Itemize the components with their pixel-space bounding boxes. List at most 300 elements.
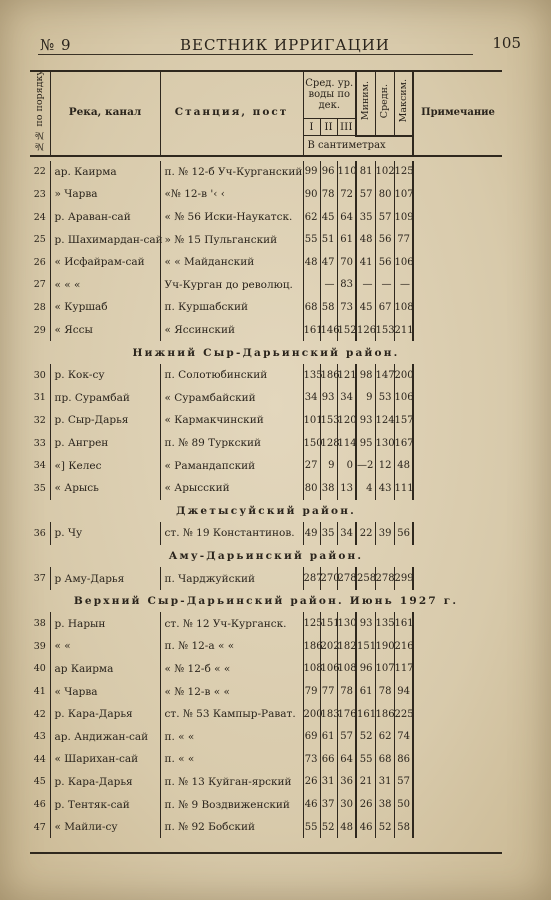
- table-row: [30, 567, 502, 590]
- decade-1-level: 27: [303, 454, 320, 477]
- max-level: 117: [394, 658, 413, 681]
- row-number: 43: [33, 731, 46, 743]
- table-row: [30, 635, 502, 658]
- river-name: « Арысь: [50, 477, 160, 500]
- row-number: 39: [33, 640, 46, 652]
- decade-2-level: 77: [320, 680, 337, 703]
- mid-level: 102: [375, 161, 394, 184]
- river-name: р. Араван-сай: [50, 206, 160, 229]
- mid-level: 147: [375, 364, 394, 387]
- table-row: [30, 251, 502, 274]
- mid-level: 190: [375, 635, 394, 658]
- decade-3-level: 278: [337, 567, 356, 590]
- station-name: « Сурамбайский: [160, 387, 303, 410]
- min-level: 55: [356, 748, 375, 771]
- river-name: р. Тентяк-сай: [50, 793, 160, 816]
- river-name: пр. Сурамбай: [50, 387, 160, 410]
- river-name: «] Келес: [50, 454, 160, 477]
- station-name: « Кармакчинский: [160, 409, 303, 432]
- note-cell: [413, 635, 502, 658]
- decade-1-level: 55: [303, 228, 320, 251]
- row-number: 41: [33, 686, 46, 698]
- decade-2-level: 37: [320, 793, 337, 816]
- row-number: 46: [33, 799, 46, 811]
- max-level: 225: [394, 703, 413, 726]
- table-row: [30, 658, 502, 681]
- decade-2-level: 151: [320, 612, 337, 635]
- note-cell: [413, 319, 502, 342]
- decade-1-level: 150: [303, 432, 320, 455]
- river-name: « «: [50, 635, 160, 658]
- min-level: 4: [356, 477, 375, 500]
- decade-1-level: 200: [303, 703, 320, 726]
- col-header-note: Примечание: [413, 70, 502, 156]
- note-cell: [413, 432, 502, 455]
- mid-level: 67: [375, 296, 394, 319]
- section-heading: Нижний Сыр-Дарьинский район.: [132, 346, 400, 359]
- note-cell: [413, 567, 502, 590]
- min-level: 57: [356, 183, 375, 206]
- min-level: 22: [356, 522, 375, 545]
- table-row: [30, 206, 502, 229]
- mid-level: 130: [375, 432, 394, 455]
- decade-3-level: 130: [337, 612, 356, 635]
- decade-3-level: 110: [337, 161, 356, 184]
- decade-3-level: 72: [337, 183, 356, 206]
- table-row: [30, 296, 502, 319]
- max-level: 111: [394, 477, 413, 500]
- mid-level: 38: [375, 793, 394, 816]
- station-name: п. Солотюбинский: [160, 364, 303, 387]
- decade-3-level: 0: [337, 454, 356, 477]
- decade-1-level: 79: [303, 680, 320, 703]
- river-name: р. Сыр-Дарья: [50, 409, 160, 432]
- max-level: —: [394, 274, 413, 297]
- mid-level: 107: [375, 658, 394, 681]
- decade-3-level: 64: [337, 748, 356, 771]
- decade-1-level: 69: [303, 725, 320, 748]
- row-number: 44: [33, 753, 46, 765]
- min-level: 61: [356, 680, 375, 703]
- row-number: 30: [33, 369, 46, 381]
- table-row: [30, 274, 502, 297]
- decade-2-level: 270: [320, 567, 337, 590]
- col-header-min: Миним.: [356, 70, 375, 136]
- max-level: 157: [394, 409, 413, 432]
- col-header-avg-level: Сред. ур. воды по дек.: [303, 70, 356, 119]
- table-row: [30, 183, 502, 206]
- decade-3-level: 70: [337, 251, 356, 274]
- table-row: [30, 477, 502, 500]
- decade-1-level: 101: [303, 409, 320, 432]
- decade-1-level: 26: [303, 771, 320, 794]
- row-number: 29: [33, 324, 46, 336]
- header-rule: [38, 54, 473, 55]
- min-level: —: [356, 274, 375, 297]
- mid-level: 153: [375, 319, 394, 342]
- max-level: 125: [394, 161, 413, 184]
- decade-2-level: 93: [320, 387, 337, 410]
- row-number: 37: [33, 573, 46, 585]
- row-number: 32: [33, 414, 46, 426]
- note-cell: [413, 161, 502, 184]
- station-name: «№ 12-в '‹ ‹: [160, 183, 303, 206]
- min-level: 9: [356, 387, 375, 410]
- mid-level: 80: [375, 183, 394, 206]
- row-number: 35: [33, 482, 46, 494]
- station-name: ст. № 19 Константинов.: [160, 522, 303, 545]
- decade-3-level: 83: [337, 274, 356, 297]
- river-name: « Исфайрам-сай: [50, 251, 160, 274]
- row-number: 24: [33, 211, 46, 223]
- decade-2-level: 183: [320, 703, 337, 726]
- note-cell: [413, 274, 502, 297]
- mid-level: 57: [375, 206, 394, 229]
- note-cell: [413, 522, 502, 545]
- min-level: 35: [356, 206, 375, 229]
- row-number: 33: [33, 437, 46, 449]
- max-level: 86: [394, 748, 413, 771]
- min-level: 93: [356, 409, 375, 432]
- decade-2-level: 78: [320, 183, 337, 206]
- note-cell: [413, 703, 502, 726]
- mid-level: 52: [375, 816, 394, 839]
- col-header-station: Станция, пост: [160, 70, 303, 156]
- decade-3-level: 61: [337, 228, 356, 251]
- river-name: р. Кара-Дарья: [50, 703, 160, 726]
- decade-2-level: 35: [320, 522, 337, 545]
- table-row: [30, 816, 502, 839]
- max-level: 109: [394, 206, 413, 229]
- table-row: [30, 454, 502, 477]
- station-name: « Рамандапский: [160, 454, 303, 477]
- min-level: 95: [356, 432, 375, 455]
- row-number: 47: [33, 821, 46, 833]
- station-name: ст. № 12 Уч-Курганск.: [160, 612, 303, 635]
- row-number: 42: [33, 708, 46, 720]
- station-name: « № 12-б « «: [160, 658, 303, 681]
- table-row: [30, 228, 502, 251]
- decade-1-level: 49: [303, 522, 320, 545]
- col-header-units: В сантиметрах: [303, 136, 413, 156]
- decade-1-level: 287: [303, 567, 320, 590]
- decade-2-level: 61: [320, 725, 337, 748]
- issue-number: № 9: [40, 36, 72, 54]
- table-row: [30, 703, 502, 726]
- table-row: [30, 319, 502, 342]
- col-header-decade-2: II: [320, 119, 337, 136]
- section-heading: Аму-Дарьинский район.: [168, 549, 364, 562]
- table-row: [30, 725, 502, 748]
- decade-3-level: 34: [337, 387, 356, 410]
- note-cell: [413, 296, 502, 319]
- decade-3-level: 108: [337, 658, 356, 681]
- journal-title: ВЕСТНИК ИРРИГАЦИИ: [180, 36, 390, 54]
- table-row: [30, 771, 502, 794]
- col-header-mid: Средн.: [375, 70, 394, 136]
- min-level: 46: [356, 816, 375, 839]
- station-name: п. № 13 Куйган-ярский: [160, 771, 303, 794]
- row-number: 31: [33, 392, 46, 404]
- decade-2-level: 186: [320, 364, 337, 387]
- min-level: 93: [356, 612, 375, 635]
- mid-level: 53: [375, 387, 394, 410]
- note-cell: [413, 183, 502, 206]
- max-level: 48: [394, 454, 413, 477]
- min-level: 41: [356, 251, 375, 274]
- mid-level: 43: [375, 477, 394, 500]
- decade-1-level: 135: [303, 364, 320, 387]
- max-level: 58: [394, 816, 413, 839]
- note-cell: [413, 816, 502, 839]
- min-level: —2: [356, 454, 375, 477]
- note-cell: [413, 612, 502, 635]
- section-heading: Верхний Сыр-Дарьинский район. Июнь 1927 г.: [73, 595, 459, 608]
- row-number: 40: [33, 663, 46, 675]
- decade-2-level: 51: [320, 228, 337, 251]
- max-level: 57: [394, 771, 413, 794]
- min-level: 48: [356, 228, 375, 251]
- station-name: « Арысский: [160, 477, 303, 500]
- river-name: р. Кок-су: [50, 364, 160, 387]
- station-name: п. « «: [160, 748, 303, 771]
- mid-level: 78: [375, 680, 394, 703]
- river-name: « Чарва: [50, 680, 160, 703]
- decade-3-level: 121: [337, 364, 356, 387]
- col-header-decade-1: I: [303, 119, 320, 136]
- max-level: 74: [394, 725, 413, 748]
- max-level: 107: [394, 183, 413, 206]
- mid-level: 56: [375, 251, 394, 274]
- mid-level: 124: [375, 409, 394, 432]
- decade-2-level: 45: [320, 206, 337, 229]
- decade-2-level: 9: [320, 454, 337, 477]
- river-name: р. Ангрен: [50, 432, 160, 455]
- decade-1-level: 46: [303, 793, 320, 816]
- max-level: 108: [394, 296, 413, 319]
- decade-3-level: 176: [337, 703, 356, 726]
- mid-level: 135: [375, 612, 394, 635]
- mid-level: 39: [375, 522, 394, 545]
- decade-1-level: 34: [303, 387, 320, 410]
- decade-2-level: —: [320, 274, 337, 297]
- note-cell: [413, 771, 502, 794]
- table-row: [30, 748, 502, 771]
- station-name: п. « «: [160, 725, 303, 748]
- table-row: [30, 161, 502, 184]
- row-number: 38: [33, 618, 46, 630]
- decade-2-level: 47: [320, 251, 337, 274]
- row-number: 25: [33, 234, 46, 246]
- decade-3-level: 48: [337, 816, 356, 839]
- mid-level: 278: [375, 567, 394, 590]
- station-name: п. № 12-а « «: [160, 635, 303, 658]
- note-cell: [413, 251, 502, 274]
- river-name: р. Кара-Дарья: [50, 771, 160, 794]
- min-level: 161: [356, 703, 375, 726]
- decade-2-level: 66: [320, 748, 337, 771]
- decade-2-level: 106: [320, 658, 337, 681]
- max-level: 216: [394, 635, 413, 658]
- section-row: [30, 545, 502, 568]
- max-level: 50: [394, 793, 413, 816]
- note-cell: [413, 409, 502, 432]
- note-cell: [413, 454, 502, 477]
- row-number: 26: [33, 256, 46, 268]
- station-name: п. № 9 Воздвиженский: [160, 793, 303, 816]
- decade-2-level: 153: [320, 409, 337, 432]
- river-name: р. Шахимардан-сай: [50, 228, 160, 251]
- decade-1-level: 73: [303, 748, 320, 771]
- station-name: п. № 89 Туркский: [160, 432, 303, 455]
- decade-3-level: 78: [337, 680, 356, 703]
- min-level: 96: [356, 658, 375, 681]
- table-row: [30, 387, 502, 410]
- river-name: « Куршаб: [50, 296, 160, 319]
- note-cell: [413, 725, 502, 748]
- river-name: ар. Каирма: [50, 161, 160, 184]
- mid-level: 12: [375, 454, 394, 477]
- decade-3-level: 34: [337, 522, 356, 545]
- min-level: 52: [356, 725, 375, 748]
- decade-1-level: [303, 274, 320, 297]
- max-level: 211: [394, 319, 413, 342]
- note-cell: [413, 387, 502, 410]
- min-level: 126: [356, 319, 375, 342]
- decade-1-level: 48: [303, 251, 320, 274]
- col-header-decade-3: III: [337, 119, 356, 136]
- mid-level: 56: [375, 228, 394, 251]
- note-cell: [413, 658, 502, 681]
- decade-2-level: 31: [320, 771, 337, 794]
- decade-3-level: 114: [337, 432, 356, 455]
- table-row: [30, 612, 502, 635]
- min-level: 45: [356, 296, 375, 319]
- station-name: « № 12-в « «: [160, 680, 303, 703]
- row-number: 27: [33, 279, 46, 291]
- station-name: » № 15 Пульганский: [160, 228, 303, 251]
- decade-1-level: 108: [303, 658, 320, 681]
- decade-2-level: 38: [320, 477, 337, 500]
- decade-2-level: 96: [320, 161, 337, 184]
- decade-2-level: 128: [320, 432, 337, 455]
- note-cell: [413, 680, 502, 703]
- col-header-max: Максим.: [394, 70, 413, 136]
- row-number: 28: [33, 301, 46, 313]
- max-level: 106: [394, 387, 413, 410]
- river-name: « « «: [50, 274, 160, 297]
- note-cell: [413, 748, 502, 771]
- table-row: [30, 364, 502, 387]
- row-number: 23: [33, 188, 46, 200]
- section-row: [30, 590, 502, 613]
- row-number: 22: [33, 166, 46, 178]
- decade-1-level: 99: [303, 161, 320, 184]
- station-name: « Яссинский: [160, 319, 303, 342]
- max-level: 161: [394, 612, 413, 635]
- decade-3-level: 182: [337, 635, 356, 658]
- max-level: 200: [394, 364, 413, 387]
- decade-1-level: 90: [303, 183, 320, 206]
- decade-1-level: 68: [303, 296, 320, 319]
- min-level: 258: [356, 567, 375, 590]
- river-name: р Аму-Дарья: [50, 567, 160, 590]
- col-header-number: №№ по порядку: [30, 70, 50, 156]
- decade-3-level: 57: [337, 725, 356, 748]
- water-level-table: [30, 70, 502, 838]
- note-cell: [413, 364, 502, 387]
- decade-3-level: 36: [337, 771, 356, 794]
- decade-3-level: 64: [337, 206, 356, 229]
- max-level: 77: [394, 228, 413, 251]
- min-level: 81: [356, 161, 375, 184]
- min-level: 98: [356, 364, 375, 387]
- decade-1-level: 55: [303, 816, 320, 839]
- mid-level: —: [375, 274, 394, 297]
- decade-1-level: 125: [303, 612, 320, 635]
- running-header: [30, 34, 521, 56]
- max-level: 106: [394, 251, 413, 274]
- mid-level: 68: [375, 748, 394, 771]
- section-row: [30, 500, 502, 523]
- table-row: [30, 522, 502, 545]
- river-name: ар. Андижан-сай: [50, 725, 160, 748]
- max-level: 94: [394, 680, 413, 703]
- table-row: [30, 793, 502, 816]
- river-name: р. Нарын: [50, 612, 160, 635]
- section-heading: Джетысуйский район.: [176, 504, 356, 517]
- river-name: « Яссы: [50, 319, 160, 342]
- max-level: 56: [394, 522, 413, 545]
- decade-1-level: 62: [303, 206, 320, 229]
- decade-2-level: 52: [320, 816, 337, 839]
- min-level: 26: [356, 793, 375, 816]
- decade-2-level: 202: [320, 635, 337, 658]
- decade-1-level: 80: [303, 477, 320, 500]
- decade-1-level: 161: [303, 319, 320, 342]
- table-row: [30, 680, 502, 703]
- river-name: р. Чу: [50, 522, 160, 545]
- row-number: 45: [33, 776, 46, 788]
- page-number: 105: [492, 34, 521, 52]
- station-name: п. Чарджуйский: [160, 567, 303, 590]
- decade-2-level: 146: [320, 319, 337, 342]
- row-number: 34: [33, 460, 46, 472]
- decade-3-level: 120: [337, 409, 356, 432]
- river-name: » Чарва: [50, 183, 160, 206]
- max-level: 299: [394, 567, 413, 590]
- station-name: п. № 92 Бобский: [160, 816, 303, 839]
- col-header-river: Река, канал: [50, 70, 160, 156]
- min-level: 151: [356, 635, 375, 658]
- station-name: Уч-Курган до революц.: [160, 274, 303, 297]
- table-row: [30, 409, 502, 432]
- station-name: ст. № 53 Кампыр-Рават.: [160, 703, 303, 726]
- min-level: 21: [356, 771, 375, 794]
- mid-level: 62: [375, 725, 394, 748]
- mid-level: 186: [375, 703, 394, 726]
- max-level: 167: [394, 432, 413, 455]
- note-cell: [413, 477, 502, 500]
- section-row: [30, 341, 502, 364]
- decade-2-level: 58: [320, 296, 337, 319]
- station-name: « № 56 Иски-Наукатск.: [160, 206, 303, 229]
- note-cell: [413, 206, 502, 229]
- decade-3-level: 30: [337, 793, 356, 816]
- station-name: « « Майданский: [160, 251, 303, 274]
- mid-level: 31: [375, 771, 394, 794]
- river-name: ар Каирма: [50, 658, 160, 681]
